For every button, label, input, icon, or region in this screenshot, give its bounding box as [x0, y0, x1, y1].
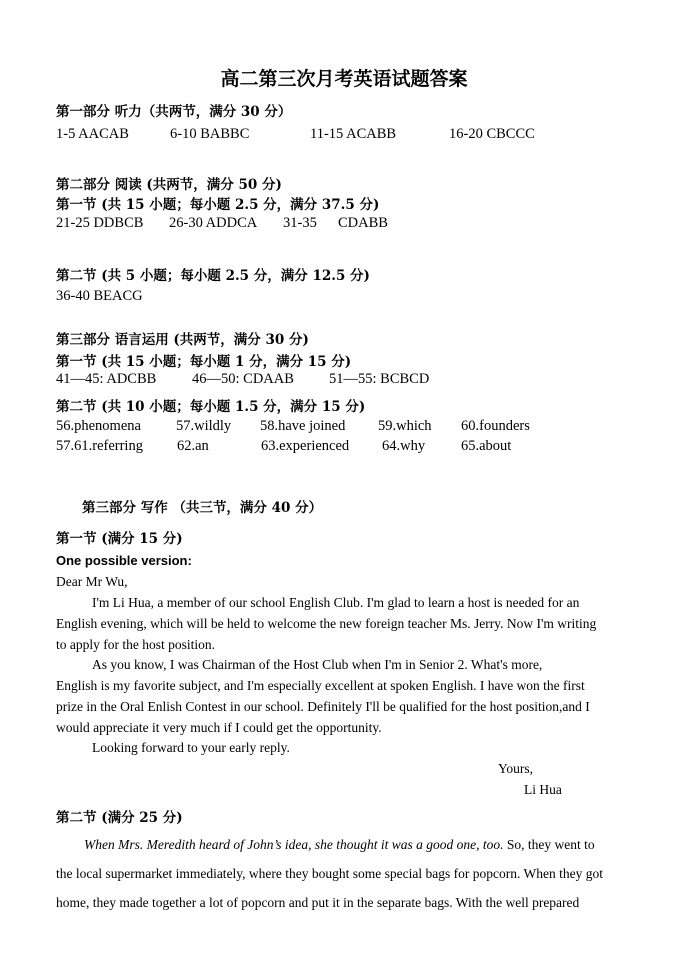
part3-section2-heading: 第二节 (共 10 小题；每小题 1.5 分，满分 15 分) [56, 399, 366, 415]
part3-answer-group: 46—50: CDAAB [192, 371, 294, 387]
letter-line: prize in the Oral Enlish Contest in our school. Definitely I'll be qualified for the host position,and I [56, 699, 590, 714]
part1-answer-group: 11-15 ACABB [310, 126, 397, 142]
part1-answer-group: 1-5 AACAB [56, 126, 129, 142]
blank-answer: 57.wildly [176, 418, 232, 434]
part2-answer-group: 21-25 DDBCB [56, 215, 144, 231]
letter-line: would appreciate it very much if I could get the opportunity. [56, 720, 382, 735]
continuation-italic-opening: When Mrs. Meredith heard of John’s idea, she thought it was a good one, too. [84, 837, 504, 852]
letter-line: to apply for the host position. [56, 637, 215, 652]
blank-answer: 58.have joined [260, 418, 346, 434]
blank-answer: 59.which [378, 418, 432, 434]
part3-answer-group: 51—55: BCBCD [329, 371, 430, 387]
letter-line: Looking forward to your early reply. [92, 740, 290, 755]
letter-line: English is my favorite subject, and I'm especially excellent at spoken English. I have won the first [56, 678, 585, 693]
continuation-text: So, they went to [503, 837, 595, 852]
blank-answer: 56.phenomena [56, 418, 141, 434]
continuation-line: home, they made together a lot of popcorn and put it in the separate bags. With the well prepared [56, 895, 580, 910]
page-title: 高二第三次月考英语试题答案 [220, 68, 468, 90]
version-label: One possible version: [56, 553, 192, 568]
blank-answer: 57.61.referring [56, 438, 143, 454]
part1-answer-group: 6-10 BABBC [170, 126, 250, 142]
writing-section1-heading: 第一节 (满分 15 分) [56, 531, 183, 547]
letter-line: As you know, I was Chairman of the Host Club when I'm in Senior 2. What's more, [92, 657, 543, 672]
part3-section1-heading: 第一节 (共 15 小题；每小题 1 分，满分 15 分) [56, 354, 352, 370]
part2-answer-group: 26-30 ADDCA [169, 215, 258, 231]
blank-answer: 63.experienced [261, 438, 350, 454]
blank-answer: 64.why [382, 438, 426, 454]
part3-answer-group: 41—45: ADCBB [56, 371, 157, 387]
part2-section1-heading: 第一节 (共 15 小题；每小题 2.5 分，满分 37.5 分) [56, 197, 380, 213]
part2-heading: 第二部分 阅读 (共两节，满分 50 分) [56, 177, 282, 193]
continuation-line [84, 837, 595, 853]
part2-section2-heading: 第二节 (共 5 小题；每小题 2.5 分，满分 12.5 分) [56, 268, 370, 284]
part2-section2-answers: 36-40 BEACG [56, 288, 143, 304]
blank-answer: 65.about [461, 438, 512, 454]
letter-line: English evening, which will be held to welcome the new foreign teacher Ms. Jerry. Now I'm writing [56, 616, 597, 631]
letter-greeting: Dear Mr Wu, [56, 574, 128, 589]
part3-heading: 第三部分 语言运用 (共两节，满分 30 分) [56, 332, 309, 348]
part2-answer-group: 31-35 [283, 215, 317, 231]
writing-heading: 第三部分 写作 （共三节，满分 40 分） [82, 500, 323, 516]
writing-section2-heading: 第二节 (满分 25 分) [56, 810, 183, 826]
letter-line: I'm Li Hua, a member of our school English Club. I'm glad to learn a host is needed for an [92, 595, 580, 610]
part1-heading: 第一部分 听力（共两节，满分 30 分） [56, 104, 292, 120]
blank-answer: 62.an [177, 438, 209, 454]
letter-signature: Li Hua [524, 782, 562, 797]
part1-answer-group: 16-20 CBCCC [449, 126, 535, 142]
part2-answer-group: CDABB [338, 215, 388, 231]
letter-closing: Yours, [498, 761, 534, 776]
blank-answer: 60.founders [461, 418, 530, 434]
continuation-line: the local supermarket immediately, where they bought some special bags for popcorn. When they got [56, 866, 603, 881]
